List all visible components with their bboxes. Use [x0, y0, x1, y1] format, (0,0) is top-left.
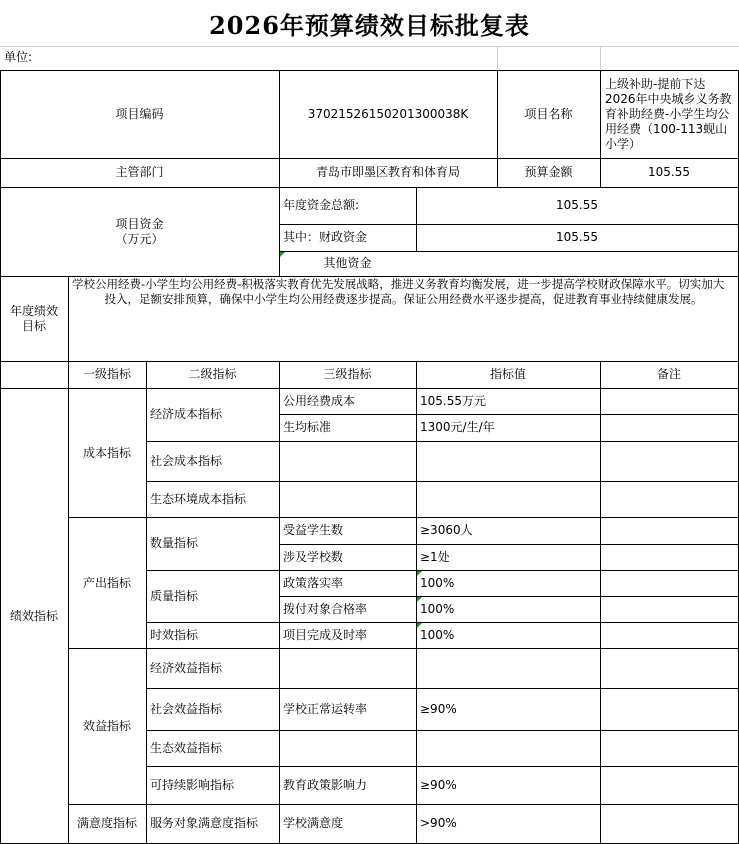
indicator-value: 100%: [420, 627, 455, 642]
level3-indicator: [279, 730, 416, 766]
indicator-section-label: 绩 效 指 标: [9, 608, 59, 623]
indicator-value: ≥3060人: [420, 523, 473, 537]
indicator-value: [416, 730, 600, 766]
indicator-header-0: 一级指标: [82, 367, 131, 381]
budget-value: 105.55: [648, 165, 690, 179]
grid-line: [600, 46, 601, 70]
page-title: 2026年预算绩效目标批复表: [209, 10, 530, 40]
indicator-note: [600, 441, 738, 481]
level3-indicator: 项目完成及时率: [283, 627, 368, 642]
funds-other-value: [416, 251, 738, 276]
level3-indicator: [279, 441, 416, 481]
indicator-note: [600, 544, 738, 570]
funds-fiscal-label: 其中：财政资金: [283, 230, 368, 244]
dept-value: 青岛市即墨区教育和体育局: [315, 165, 460, 179]
funds-fiscal-value: 105.55: [556, 230, 598, 244]
level2-indicator: 生态效益指标: [150, 740, 223, 755]
goal-label: 年度绩效目标: [9, 303, 58, 333]
level3-indicator: 公用经费成本: [283, 393, 356, 408]
level3-indicator: [279, 481, 416, 517]
level1-indicator: 满意度指标: [76, 816, 137, 830]
level3-indicator: 生均标准: [283, 420, 332, 434]
level1-indicator: 效 益 指 标: [82, 719, 132, 733]
cell-comment-marker: [280, 252, 285, 257]
indicator-value: ≥90%: [420, 777, 457, 792]
level2-indicator: 服务对象满意度指标: [150, 816, 259, 830]
indicator-value: [416, 481, 600, 517]
level2-indicator: 经济成本指标: [150, 407, 223, 421]
indicator-note: [600, 804, 738, 843]
indicator-value: >90%: [420, 816, 457, 830]
indicator-note: [600, 730, 738, 766]
indicator-header-1: 二级指标: [188, 367, 237, 381]
indicator-note: [600, 570, 738, 596]
cell-comment-marker: [417, 597, 422, 602]
indicator-note: [600, 481, 738, 517]
level3-indicator: 拨付对象合格率: [283, 601, 368, 616]
level2-indicator: 生态环境成本指标: [150, 491, 247, 506]
indicator-note: [600, 766, 738, 804]
project-name-value: 上级补助-提前下达2026年中央城乡义务教育补助经费-小学生均公用经费（100-113蚬山小学）: [605, 76, 732, 151]
level3-indicator: 受益学生数: [283, 523, 344, 537]
level3-indicator: 涉及学校数: [283, 549, 344, 564]
level3-indicator: 学校满意度: [283, 816, 344, 830]
level2-indicator: 经济效益指标: [150, 660, 223, 675]
indicator-header-4: 备注: [656, 367, 681, 381]
indicator-note: [600, 388, 738, 414]
funds-label: [0, 187, 279, 276]
goal-text: 学校公用经费-小学生均公用经费-积极落实教育优先发展战略，推进义务教育均衡发展，进一步提高学校财政保障水平。切实加大投入，足额安排预算，确保中小学生均公用经费逐步提高。保证公用经费水平逐步提高，促进教育事业持续健康发展。: [72, 277, 725, 306]
funds-total-label: 年度资金总额:: [283, 198, 360, 212]
level3-indicator: 教育政策影响力: [283, 777, 368, 792]
cell-comment-marker: [417, 571, 422, 576]
indicator-note: [600, 596, 738, 622]
level3-indicator: [279, 648, 416, 688]
indicator-value: 100%: [420, 575, 455, 590]
indicator-note: [600, 622, 738, 648]
budget-label: 预算金额: [524, 165, 573, 179]
level2-indicator: 可持续影响指标: [150, 777, 235, 792]
cell-comment-marker: [417, 623, 422, 628]
indicator-note: [600, 414, 738, 441]
funds-other-label: 其他资金: [323, 256, 372, 270]
indicator-value: [416, 648, 600, 688]
indicator-note: [600, 688, 738, 730]
indicator-value: 105.55万元: [420, 393, 486, 408]
indicator-header-2: 三级指标: [323, 367, 372, 381]
project-name-label: 项目名称: [524, 106, 573, 121]
unit-label: 单位:: [4, 50, 33, 64]
indicator-value: ≥90%: [420, 701, 457, 716]
grid-line: [497, 46, 498, 70]
indicator-note: [600, 517, 738, 544]
level2-indicator: 数量指标: [150, 536, 199, 550]
funds-label-line2: （万元）: [115, 231, 164, 246]
level1-indicator: 产 出 指 标: [82, 575, 132, 590]
funds-label-line1: 项目资金: [115, 216, 164, 231]
level2-indicator: 社会效益指标: [150, 701, 223, 716]
indicator-value: 1300元/生/年: [420, 420, 495, 434]
dept-label: 主管部门: [115, 165, 164, 179]
indicator-value: 100%: [420, 601, 455, 616]
indicator-value: ≥1处: [420, 549, 450, 564]
indicator-value: [416, 441, 600, 481]
project-code-label: 项目编码: [115, 106, 164, 121]
project-code-value: 37021526150201300038K: [307, 106, 469, 121]
level2-indicator: 质量指标: [150, 588, 199, 603]
funds-total-value: 105.55: [556, 198, 598, 212]
indicator-note: [600, 648, 738, 688]
level2-indicator: 社会成本指标: [150, 453, 223, 468]
level3-indicator: 政策落实率: [283, 575, 344, 590]
indicator-header-3: 指标值: [489, 367, 526, 381]
level3-indicator: 学校正常运转率: [283, 701, 368, 716]
level2-indicator: 时效指标: [150, 627, 199, 642]
level1-indicator: 成 本 指 标: [82, 445, 132, 460]
grid-line: [0, 46, 739, 47]
